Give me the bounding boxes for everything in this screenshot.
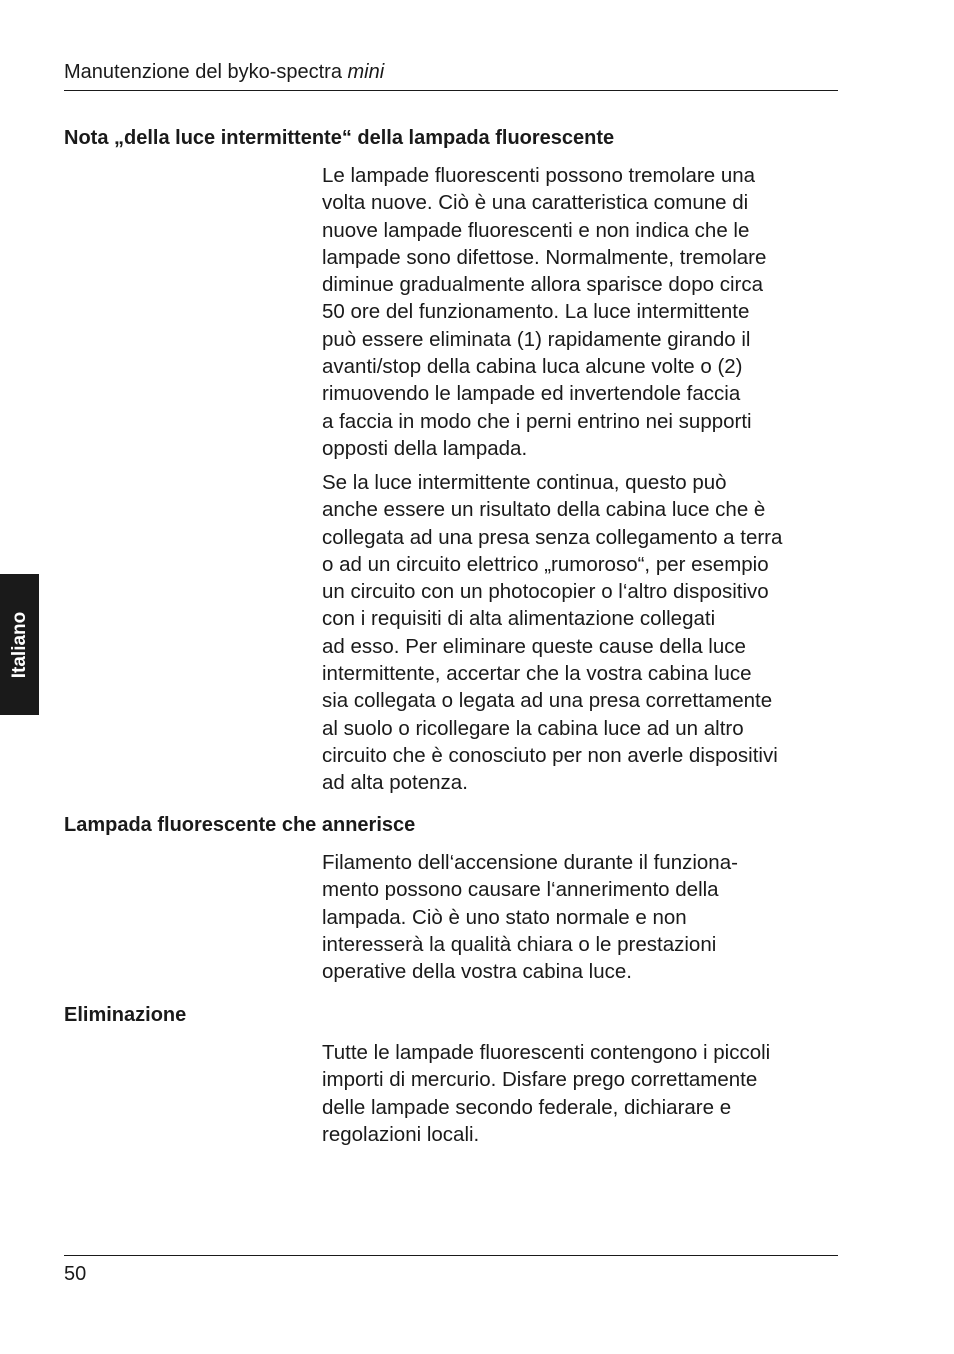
text-line: al suolo o ricollegare la cabina luce ad un altro [322, 716, 744, 740]
text-line: operative della vostra cabina luce. [322, 960, 632, 984]
text-line: Se la luce intermittente continua, questo può [322, 471, 727, 494]
text-line: sia collegata o legata ad una presa correttamente [322, 689, 773, 713]
text-line: Filamento dell‘accensione durante il funziona- [322, 851, 738, 874]
text-line: regolazioni locali. [322, 1122, 480, 1146]
text-line: con i requisiti di alta alimentazione collegati [322, 607, 716, 631]
text-line: importi di mercurio. Disfare prego correttamente [322, 1068, 758, 1092]
text-line: avanti/stop della cabina luca alcune volte o (2) [322, 355, 743, 379]
text-line: interesserà la qualità chiara o le prestazioni [322, 932, 717, 956]
text-line: opposti della lampada. [322, 436, 528, 460]
header-title-italic: mini [347, 61, 385, 83]
section-heading-disposal: Eliminazione [64, 1004, 187, 1026]
paragraph-disposal [322, 1039, 842, 1148]
text-line: circuito che è conosciuto per non averle dispositivi [322, 743, 778, 767]
text-line: lampada. Ciò è uno stato normale e non [322, 905, 687, 929]
paragraph-blackening [322, 849, 842, 985]
text-line: 50 ore del funzionamento. La luce intermittente [322, 300, 750, 324]
text-line: ad esso. Per eliminare queste cause della luce [322, 634, 746, 658]
language-side-tab [0, 574, 39, 715]
text-line: a faccia in modo che i perni entrino nei supporti [322, 409, 752, 433]
text-line: diminue gradualmente allora sparisce dopo circa [322, 273, 763, 297]
text-line: Le lampade fluorescenti possono tremolare una [322, 164, 756, 187]
language-tab-label: Italiano [8, 611, 30, 678]
text-line: collegata ad una presa senza collegamento a terra [322, 525, 783, 549]
paragraph-flicker-intro [322, 162, 842, 462]
text-line: ad alta potenza. [322, 771, 468, 795]
text-line: un circuito con un photocopier o l‘altro dispositivo [322, 580, 769, 604]
section-heading-flicker: Nota „della luce intermittente“ della lampada fluorescente [64, 127, 615, 149]
text-line: Tutte le lampade fluorescenti contengono i piccoli [322, 1041, 771, 1064]
text-line: delle lampade secondo federale, dichiarare e [322, 1095, 732, 1119]
text-line: volta nuove. Ciò è una caratteristica comune di [322, 191, 749, 215]
paragraph-flicker-continued [322, 469, 842, 797]
page-number: 50 [64, 1263, 87, 1285]
text-line: intermittente, accertar che la vostra cabina luce [322, 662, 752, 686]
text-line: può essere eliminata (1) rapidamente girando il [322, 327, 751, 351]
header-divider [64, 90, 838, 91]
text-line: rimuovendo le lampade ed invertendole faccia [322, 382, 741, 406]
section-heading-blackening: Lampada fluorescente che annerisce [64, 814, 416, 836]
header-title: Manutenzione del byko-spectra [64, 61, 342, 83]
text-line: mento possono causare l‘annerimento della [322, 878, 719, 902]
text-line: o ad un circuito elettrico „rumoroso“, per esempio [322, 552, 769, 576]
text-line: anche essere un risultato della cabina luce che è [322, 498, 766, 522]
text-line: nuove lampade fluorescenti e non indica che le [322, 218, 750, 242]
footer-divider [64, 1255, 838, 1256]
text-line: lampade sono difettose. Normalmente, tremolare [322, 245, 767, 269]
page-header [64, 58, 838, 86]
